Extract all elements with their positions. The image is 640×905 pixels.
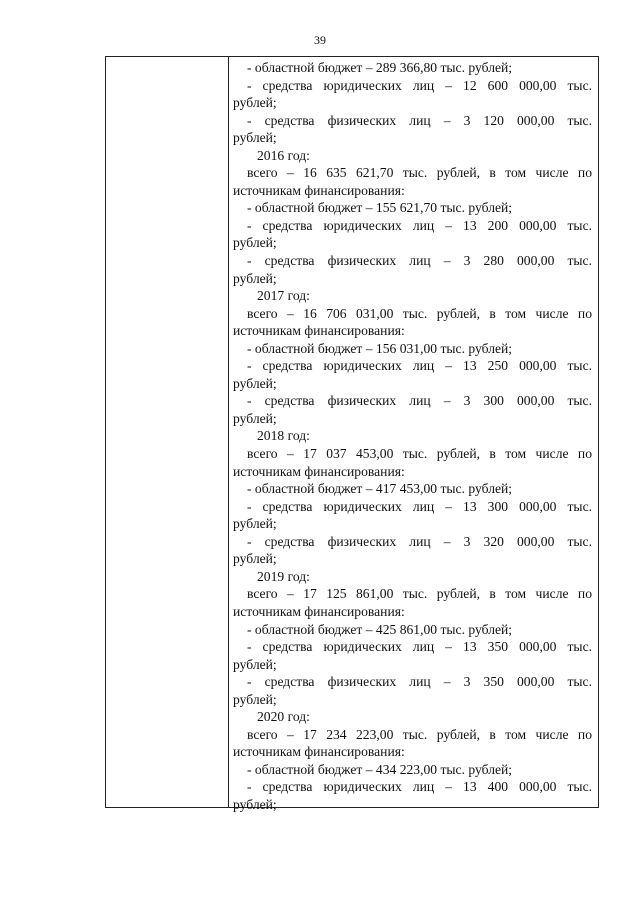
text-line: всего – 17 234 223,00 тыс. рублей, в том числе по — [247, 726, 592, 742]
text-line: - средства юридических лиц – 13 350 000,00 тыс. — [247, 639, 592, 655]
text-line: 2016 год: — [257, 147, 310, 163]
page-number: 39 — [314, 33, 326, 47]
text-line: источникам финансирования: — [233, 603, 405, 619]
text-line: - средства юридических лиц – 13 250 000,00 тыс. — [247, 358, 592, 374]
text-line: рублей; — [233, 551, 277, 567]
text-line: - средства юридических лиц – 13 200 000,00 тыс. — [247, 217, 592, 233]
text-line: - средства юридических лиц – 12 600 000,00 тыс. — [247, 77, 592, 93]
text-line: рублей; — [233, 95, 277, 111]
text-line: 2020 год: — [257, 709, 310, 725]
text-line: - средства физических лиц – 3 120 000,00 тыс. — [247, 112, 592, 128]
text-line: рублей; — [233, 375, 277, 391]
text-line: 2019 год: — [257, 568, 310, 584]
text-line: - областной бюджет – 425 861,00 тыс. рублей; — [247, 621, 513, 637]
text-line: 2018 год: — [257, 428, 310, 444]
text-line: - средства юридических лиц – 13 400 000,00 тыс. — [247, 779, 592, 795]
text-line: всего – 17 125 861,00 тыс. рублей, в том числе по — [247, 586, 592, 602]
text-line: - средства юридических лиц – 13 300 000,00 тыс. — [247, 498, 592, 514]
text-line: - средства физических лиц – 3 300 000,00 тыс. — [247, 393, 592, 409]
text-line: источникам финансирования: — [233, 323, 405, 339]
text-line: - областной бюджет – 289 366,80 тыс. рублей; — [247, 60, 513, 75]
text-line: всего – 16 706 031,00 тыс. рублей, в том числе по — [247, 305, 592, 321]
text-line: всего – 16 635 621,70 тыс. рублей, в том числе по — [247, 165, 592, 181]
text-line: - средства физических лиц – 3 320 000,00 тыс. — [247, 533, 592, 549]
text-line: рублей; — [233, 270, 277, 286]
text-line: - средства физических лиц – 3 280 000,00 тыс. — [247, 253, 592, 269]
text-line: рублей; — [233, 130, 277, 146]
text-line: рублей; — [233, 796, 277, 812]
text-line: рублей; — [233, 656, 277, 672]
text-line: источникам финансирования: — [233, 182, 405, 198]
text-line: рублей; — [233, 691, 277, 707]
text-line: - областной бюджет – 434 223,00 тыс. рублей; — [247, 761, 513, 777]
table-left-cell — [106, 57, 229, 807]
table-right-cell — [233, 59, 592, 814]
text-line: рублей; — [233, 410, 277, 426]
text-line: - областной бюджет – 417 453,00 тыс. рублей; — [247, 481, 513, 497]
document-table — [105, 56, 599, 812]
text-line: всего – 17 037 453,00 тыс. рублей, в том числе по — [247, 446, 592, 462]
text-line: источникам финансирования: — [233, 744, 405, 760]
text-line: - областной бюджет – 156 031,00 тыс. рублей; — [247, 340, 513, 356]
text-line: рублей; — [233, 516, 277, 532]
text-line: рублей; — [233, 235, 277, 251]
text-line: - областной бюджет – 155 621,70 тыс. рублей; — [247, 200, 513, 216]
text-line: источникам финансирования: — [233, 463, 405, 479]
text-line: - средства физических лиц – 3 350 000,00 тыс. — [247, 674, 592, 690]
text-line: 2017 год: — [257, 288, 310, 304]
